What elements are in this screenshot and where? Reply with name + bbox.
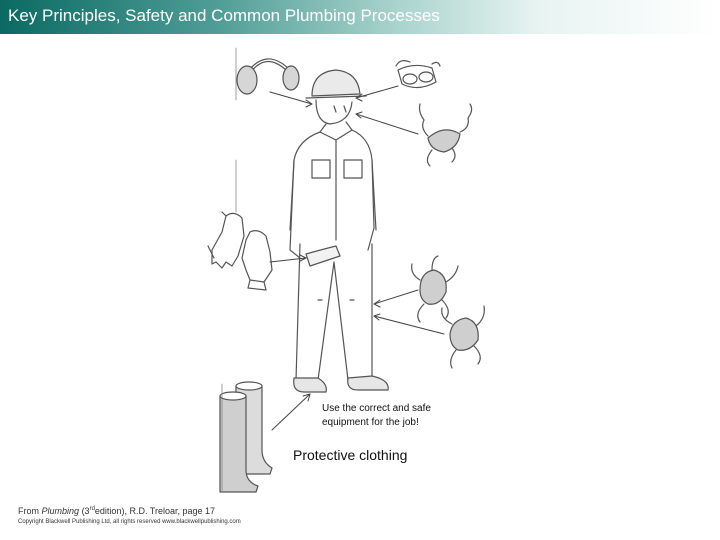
respirator-masks-icon xyxy=(412,256,485,368)
worker-figure-icon xyxy=(290,70,388,392)
source-edition-open: (3 xyxy=(81,506,90,516)
source-edition-sup: rd xyxy=(89,506,95,512)
figure-heading: Protective clothing xyxy=(293,447,408,463)
ear-defenders-icon xyxy=(237,59,299,94)
source-edition-close: edition), R.D. Treloar, page 17 xyxy=(94,506,215,516)
gloves-icon xyxy=(208,212,272,290)
copyright-notice: Copyright Blackwell Publishing Ltd, all rights reserved www.blackwellpublishing.com xyxy=(18,519,241,525)
safety-goggles-icon xyxy=(396,61,440,88)
wellington-boots-icon xyxy=(220,382,272,492)
caption-line-1: Use the correct and safe xyxy=(322,403,431,414)
source-book-title: Plumbing xyxy=(41,506,80,516)
source-citation xyxy=(18,506,215,516)
dust-mask-icon xyxy=(420,104,472,166)
source-prefix: From xyxy=(18,506,39,516)
caption-line-2: equipment for the job! xyxy=(322,417,419,428)
figure-caption xyxy=(322,402,472,430)
slide-title: Key Principles, Safety and Common Plumbing Processes xyxy=(8,6,440,25)
